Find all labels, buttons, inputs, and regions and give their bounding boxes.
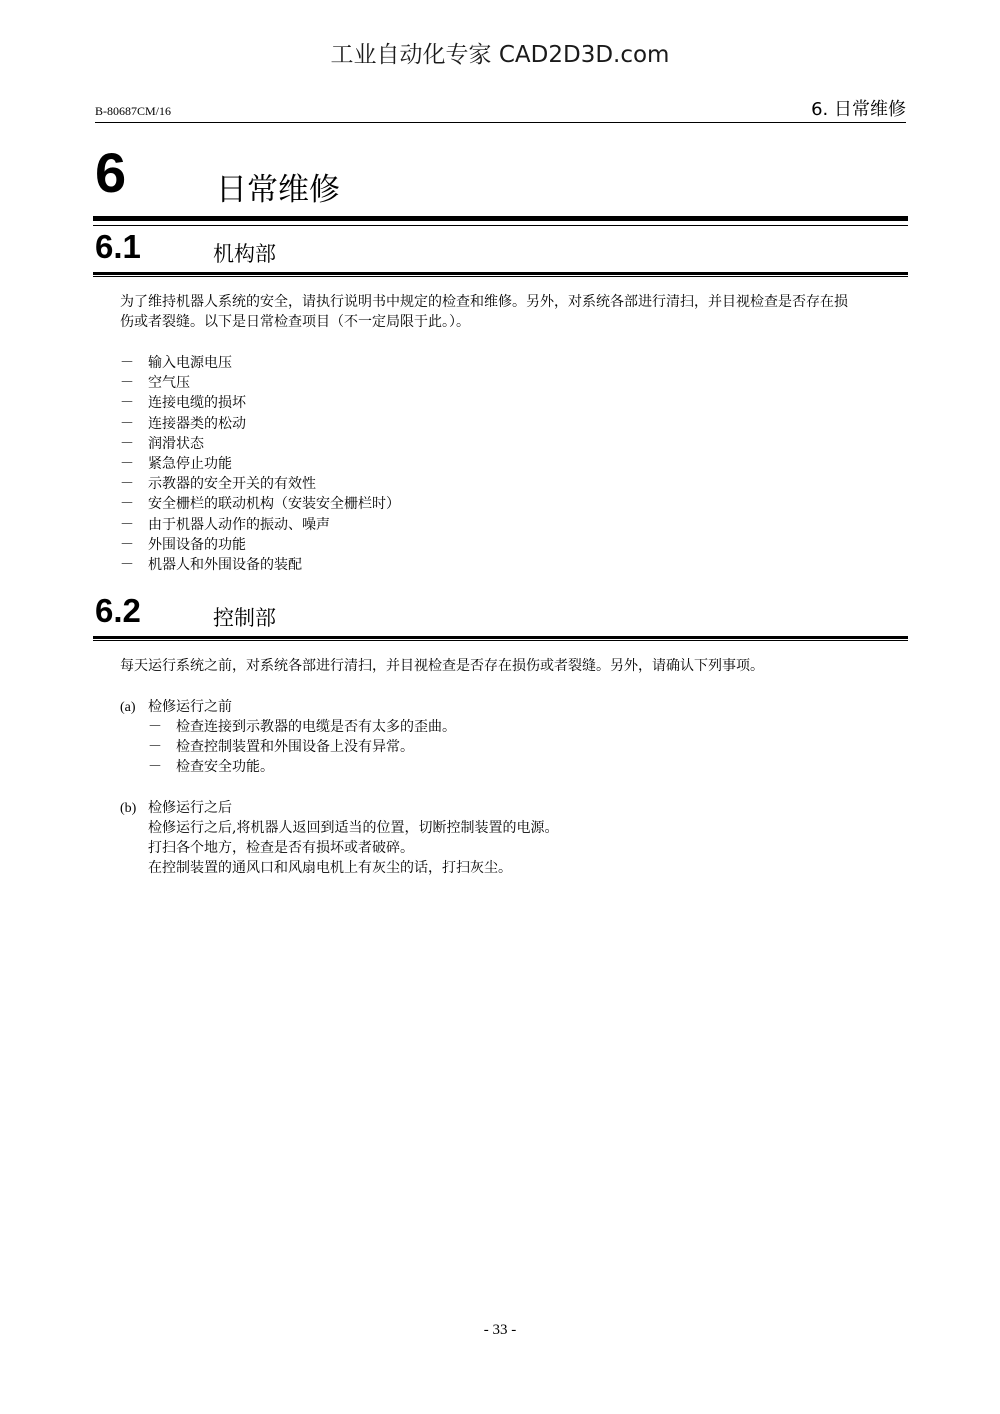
list-item — [120, 555, 400, 575]
subsection-a-heading — [120, 697, 232, 718]
intro-line: 伤或者裂缝。以下是日常检查项目（不一定局限于此。）。 — [120, 314, 470, 330]
document-code: B-80687CM/16 — [95, 104, 172, 118]
list-item-text: 连接电缆的损坏 — [148, 395, 246, 412]
list-item — [120, 474, 400, 494]
list-item — [148, 737, 456, 757]
instruction-line: 在控制装置的通风口和风扇电机上有灰尘的话，打扫灰尘。 — [148, 860, 512, 876]
list-item — [120, 434, 400, 454]
dash-bullet: － — [120, 476, 134, 493]
list-item — [120, 414, 400, 434]
dash-bullet: － — [120, 455, 134, 472]
list-item-text: 润滑状态 — [148, 435, 204, 452]
list-item-text: 机器人和外围设备的装配 — [148, 556, 302, 573]
list-item — [148, 757, 456, 777]
watermark-text: 工业自动化专家 CAD2D3D.com — [330, 42, 670, 68]
before-operation-checklist — [148, 717, 456, 778]
dash-bullet: － — [148, 739, 162, 756]
dash-bullet: － — [120, 516, 134, 533]
daily-check-list — [120, 353, 400, 575]
list-item — [120, 454, 400, 474]
dash-bullet: － — [120, 395, 134, 412]
list-item-text: 输入电源电压 — [148, 355, 232, 371]
dash-bullet: － — [120, 355, 134, 371]
dash-bullet: － — [120, 536, 134, 553]
chapter-number: 6 — [95, 141, 127, 204]
chapter-title: 日常维修 — [216, 172, 340, 208]
list-item — [120, 515, 400, 535]
instruction-line: 打扫各个地方，检查是否有损坏或者破碎。 — [148, 840, 414, 856]
list-item-text: 检查安全功能。 — [176, 759, 274, 776]
running-header — [95, 100, 906, 123]
dash-bullet: － — [120, 415, 134, 432]
dash-bullet: － — [120, 556, 134, 573]
section-title: 控制部 — [213, 606, 276, 630]
list-item — [120, 494, 400, 514]
after-operation-instructions — [148, 818, 558, 878]
dash-bullet: － — [148, 759, 162, 776]
list-item-text: 空气压 — [148, 375, 190, 392]
chapter-heading — [93, 142, 908, 221]
section-number: 6.2 — [95, 592, 141, 629]
dash-bullet: － — [120, 496, 134, 513]
item-marker: (b) — [120, 801, 137, 816]
list-item — [120, 393, 400, 413]
section-1-intro — [120, 292, 910, 332]
section-2-intro: 每天运行系统之前，对系统各部进行清扫，并目视检查是否存在损伤或者裂缝。另外，请确认下列事项。 — [120, 658, 764, 674]
subsection-b-heading — [120, 798, 232, 819]
item-marker: (a) — [120, 700, 136, 715]
section-heading-6-2 — [93, 592, 908, 639]
list-item-text: 由于机器人动作的振动、噪声 — [148, 516, 330, 533]
instruction-line: 检修运行之后,将机器人返回到适当的位置，切断控制装置的电源。 — [148, 820, 559, 836]
dash-bullet: － — [148, 719, 162, 735]
subsection-title: 检修运行之前 — [148, 699, 232, 715]
section-heading-6-1 — [93, 228, 908, 275]
list-item-text: 紧急停止功能 — [148, 455, 232, 472]
header-chapter-reference: 6. 日常维修 — [811, 99, 906, 120]
page-number: - 33 - — [483, 1322, 517, 1338]
list-item-text: 连接器类的松动 — [148, 415, 246, 432]
dash-bullet: － — [120, 435, 134, 452]
list-item-text: 检查连接到示教器的电缆是否有太多的歪曲。 — [176, 719, 456, 735]
dash-bullet: － — [120, 375, 134, 392]
list-item — [148, 717, 456, 737]
list-item — [120, 373, 400, 393]
subsection-title: 检修运行之后 — [148, 800, 232, 816]
list-item — [120, 353, 400, 373]
list-item — [120, 535, 400, 555]
list-item-text: 检查控制装置和外围设备上没有异常。 — [176, 739, 414, 756]
list-item-text: 安全栅栏的联动机构（安装安全栅栏时） — [148, 496, 400, 513]
section-title: 机构部 — [213, 242, 276, 266]
intro-line: 为了维持机器人系统的安全，请执行说明书中规定的检查和维修。另外，对系统各部进行清扫，并目视检查是否存在损 — [120, 294, 848, 310]
list-item-text: 外围设备的功能 — [148, 536, 246, 553]
section-number: 6.1 — [95, 228, 141, 265]
list-item-text: 示教器的安全开关的有效性 — [148, 476, 316, 493]
